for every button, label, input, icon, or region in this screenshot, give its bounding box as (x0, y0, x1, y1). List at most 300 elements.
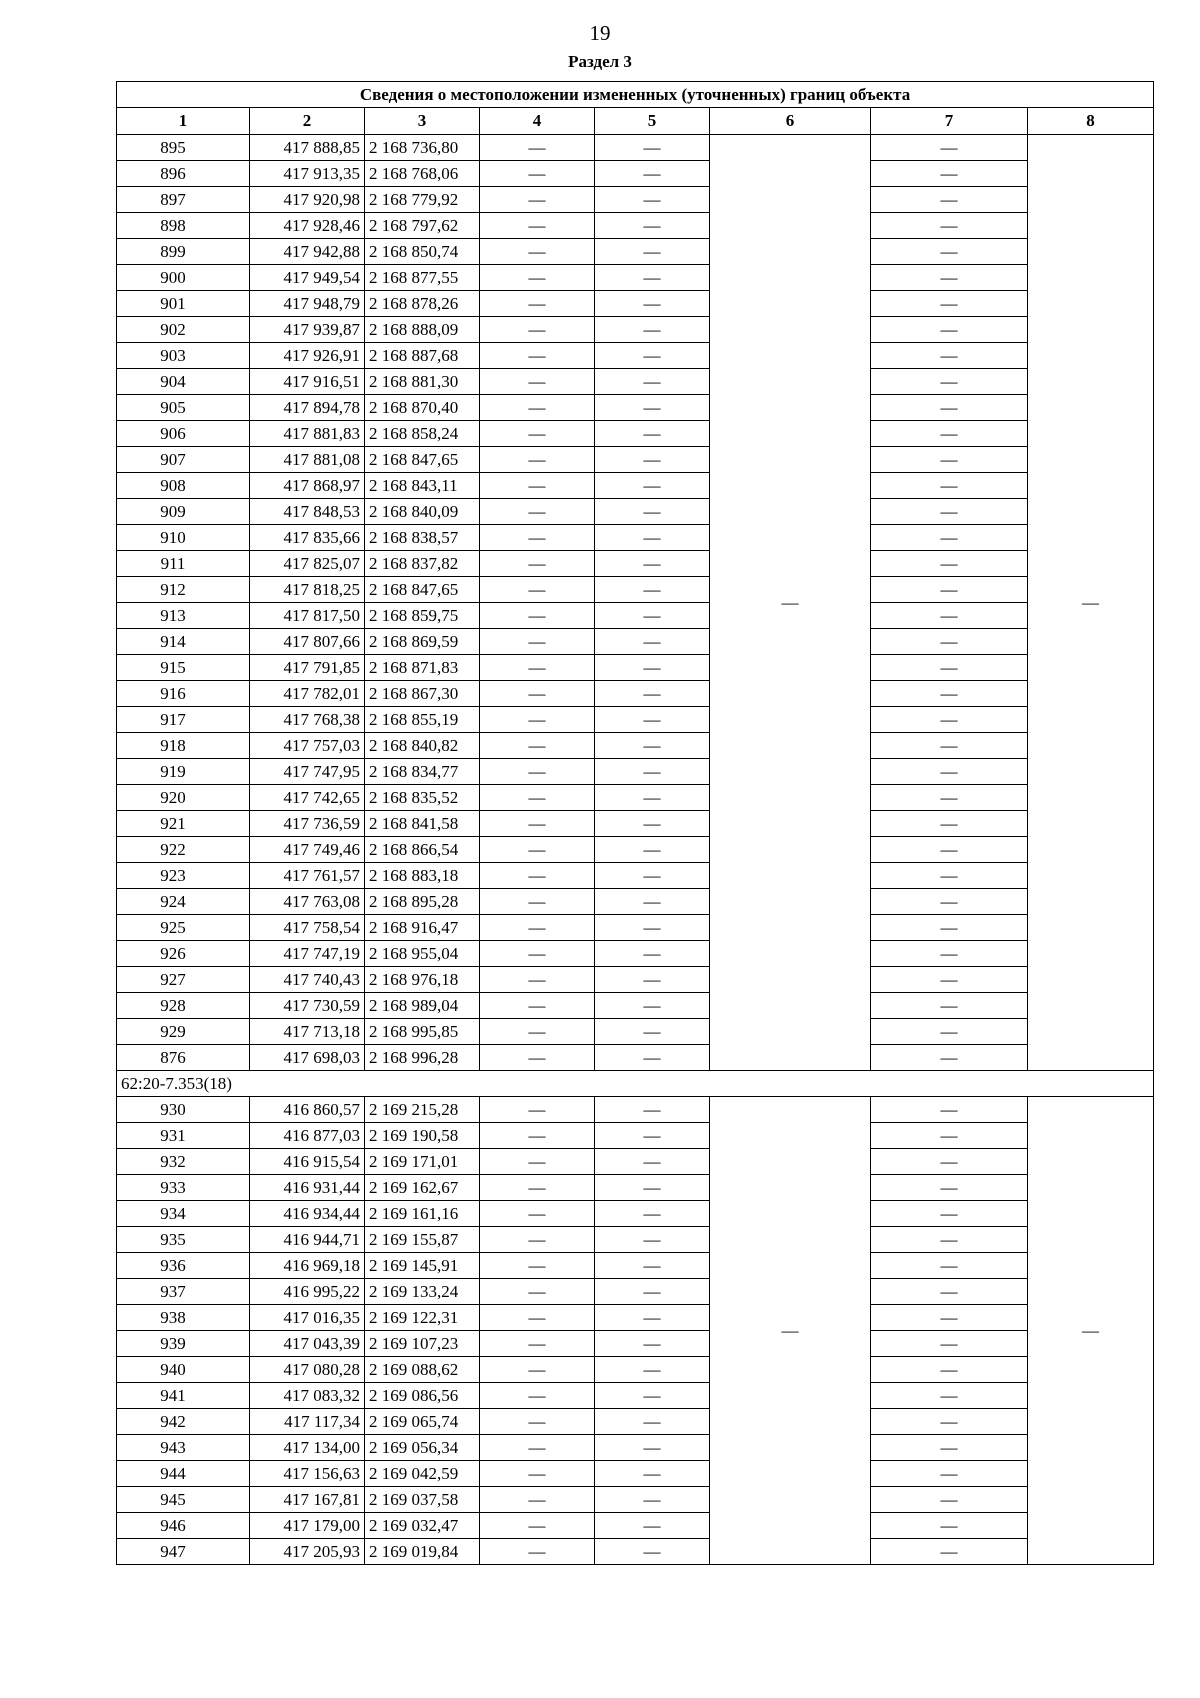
x-coordinate-cell: 417 825,07 (250, 551, 365, 577)
x-coordinate-cell: 417 043,39 (250, 1331, 365, 1357)
point-number-cell: 920 (117, 785, 250, 811)
column-5-dash-cell: — (595, 1331, 710, 1357)
table-row (117, 837, 1154, 863)
column-4-dash-cell: — (480, 863, 595, 889)
column-7-dash-cell: — (871, 1149, 1028, 1175)
table-row (117, 473, 1154, 499)
x-coordinate-cell: 416 969,18 (250, 1253, 365, 1279)
y-coordinate-cell: 2 168 779,92 (365, 187, 480, 213)
column-5-dash-cell: — (595, 629, 710, 655)
y-coordinate-cell: 2 168 797,62 (365, 213, 480, 239)
point-number-cell: 946 (117, 1513, 250, 1539)
column-5-dash-cell: — (595, 1227, 710, 1253)
column-4-dash-cell: — (480, 265, 595, 291)
point-number-cell: 911 (117, 551, 250, 577)
y-coordinate-cell: 2 168 995,85 (365, 1019, 480, 1045)
column-5-dash-cell: — (595, 395, 710, 421)
column-5-dash-cell: — (595, 915, 710, 941)
x-coordinate-cell: 417 868,97 (250, 473, 365, 499)
x-coordinate-cell: 417 080,28 (250, 1357, 365, 1383)
point-group-1 (117, 135, 1154, 1071)
x-coordinate-cell: 417 768,38 (250, 707, 365, 733)
x-coordinate-cell: 417 179,00 (250, 1513, 365, 1539)
y-coordinate-cell: 2 169 190,58 (365, 1123, 480, 1149)
column-4-dash-cell: — (480, 1045, 595, 1071)
column-6-merged-dash-cell: — (710, 135, 871, 1071)
table-row (117, 447, 1154, 473)
x-coordinate-cell: 417 117,34 (250, 1409, 365, 1435)
table-row (117, 733, 1154, 759)
table-row (117, 1019, 1154, 1045)
column-7-dash-cell: — (871, 603, 1028, 629)
column-4-dash-cell: — (480, 421, 595, 447)
column-4-dash-cell: — (480, 1539, 595, 1565)
y-coordinate-cell: 2 168 834,77 (365, 759, 480, 785)
x-coordinate-cell: 417 742,65 (250, 785, 365, 811)
x-coordinate-cell: 417 747,19 (250, 941, 365, 967)
column-4-dash-cell: — (480, 473, 595, 499)
column-7-dash-cell: — (871, 1279, 1028, 1305)
table-row (117, 1383, 1154, 1409)
table-row (117, 603, 1154, 629)
table-row (117, 525, 1154, 551)
column-number-6: 6 (710, 108, 871, 135)
column-5-dash-cell: — (595, 187, 710, 213)
y-coordinate-cell: 2 169 088,62 (365, 1357, 480, 1383)
column-7-dash-cell: — (871, 317, 1028, 343)
x-coordinate-cell: 417 083,32 (250, 1383, 365, 1409)
column-7-dash-cell: — (871, 499, 1028, 525)
column-5-dash-cell: — (595, 1409, 710, 1435)
point-number-cell: 938 (117, 1305, 250, 1331)
column-4-dash-cell: — (480, 1149, 595, 1175)
y-coordinate-cell: 2 169 133,24 (365, 1279, 480, 1305)
column-7-dash-cell: — (871, 291, 1028, 317)
column-5-dash-cell: — (595, 681, 710, 707)
table-row (117, 1513, 1154, 1539)
point-number-cell: 947 (117, 1539, 250, 1565)
point-number-cell: 944 (117, 1461, 250, 1487)
column-7-dash-cell: — (871, 161, 1028, 187)
point-number-cell: 930 (117, 1097, 250, 1123)
x-coordinate-cell: 417 757,03 (250, 733, 365, 759)
column-5-dash-cell: — (595, 993, 710, 1019)
boundary-coordinates-table (116, 81, 1154, 1565)
table-row (117, 1539, 1154, 1565)
table-row (117, 941, 1154, 967)
table-row (117, 785, 1154, 811)
point-number-cell: 909 (117, 499, 250, 525)
column-4-dash-cell: — (480, 1253, 595, 1279)
point-number-cell: 914 (117, 629, 250, 655)
table-row (117, 421, 1154, 447)
column-4-dash-cell: — (480, 187, 595, 213)
column-4-dash-cell: — (480, 811, 595, 837)
y-coordinate-cell: 2 168 768,06 (365, 161, 480, 187)
column-5-dash-cell: — (595, 1201, 710, 1227)
y-coordinate-cell: 2 169 042,59 (365, 1461, 480, 1487)
point-group-2 (117, 1097, 1154, 1565)
column-7-dash-cell: — (871, 837, 1028, 863)
column-7-dash-cell: — (871, 525, 1028, 551)
column-5-dash-cell: — (595, 603, 710, 629)
x-coordinate-cell: 416 877,03 (250, 1123, 365, 1149)
x-coordinate-cell: 417 205,93 (250, 1539, 365, 1565)
y-coordinate-cell: 2 168 883,18 (365, 863, 480, 889)
x-coordinate-cell: 417 817,50 (250, 603, 365, 629)
column-5-dash-cell: — (595, 1097, 710, 1123)
column-7-dash-cell: — (871, 655, 1028, 681)
column-5-dash-cell: — (595, 343, 710, 369)
table-row (117, 863, 1154, 889)
x-coordinate-cell: 417 730,59 (250, 993, 365, 1019)
column-7-dash-cell: — (871, 1097, 1028, 1123)
table-row (117, 1409, 1154, 1435)
x-coordinate-cell: 417 156,63 (250, 1461, 365, 1487)
table-row (117, 1175, 1154, 1201)
column-5-dash-cell: — (595, 1305, 710, 1331)
column-5-dash-cell: — (595, 525, 710, 551)
column-7-dash-cell: — (871, 213, 1028, 239)
point-number-cell: 926 (117, 941, 250, 967)
column-4-dash-cell: — (480, 1227, 595, 1253)
x-coordinate-cell: 416 944,71 (250, 1227, 365, 1253)
y-coordinate-cell: 2 169 215,28 (365, 1097, 480, 1123)
column-4-dash-cell: — (480, 447, 595, 473)
column-5-dash-cell: — (595, 1123, 710, 1149)
table-row (117, 1487, 1154, 1513)
point-number-cell: 931 (117, 1123, 250, 1149)
y-coordinate-cell: 2 168 858,24 (365, 421, 480, 447)
column-8-merged-dash-cell: — (1028, 135, 1154, 1071)
column-4-dash-cell: — (480, 1019, 595, 1045)
column-7-dash-cell: — (871, 187, 1028, 213)
x-coordinate-cell: 417 916,51 (250, 369, 365, 395)
column-7-dash-cell: — (871, 1175, 1028, 1201)
x-coordinate-cell: 417 888,85 (250, 135, 365, 161)
x-coordinate-cell: 417 926,91 (250, 343, 365, 369)
table-row (117, 1279, 1154, 1305)
point-number-cell: 906 (117, 421, 250, 447)
x-coordinate-cell: 417 835,66 (250, 525, 365, 551)
column-7-dash-cell: — (871, 1045, 1028, 1071)
column-7-dash-cell: — (871, 707, 1028, 733)
y-coordinate-cell: 2 169 122,31 (365, 1305, 480, 1331)
column-4-dash-cell: — (480, 1435, 595, 1461)
column-4-dash-cell: — (480, 577, 595, 603)
column-5-dash-cell: — (595, 1539, 710, 1565)
column-5-dash-cell: — (595, 1357, 710, 1383)
column-5-dash-cell: — (595, 317, 710, 343)
table-row (117, 395, 1154, 421)
y-coordinate-cell: 2 168 916,47 (365, 915, 480, 941)
column-7-dash-cell: — (871, 733, 1028, 759)
page-number: 19 (589, 21, 611, 45)
column-5-dash-cell: — (595, 1253, 710, 1279)
point-number-cell: 918 (117, 733, 250, 759)
point-number-cell: 904 (117, 369, 250, 395)
column-7-dash-cell: — (871, 447, 1028, 473)
x-coordinate-cell: 417 761,57 (250, 863, 365, 889)
y-coordinate-cell: 2 168 869,59 (365, 629, 480, 655)
y-coordinate-cell: 2 168 881,30 (365, 369, 480, 395)
column-4-dash-cell: — (480, 603, 595, 629)
column-7-dash-cell: — (871, 395, 1028, 421)
x-coordinate-cell: 417 698,03 (250, 1045, 365, 1071)
y-coordinate-cell: 2 169 056,34 (365, 1435, 480, 1461)
column-number-2: 2 (250, 108, 365, 135)
y-coordinate-cell: 2 168 877,55 (365, 265, 480, 291)
point-number-cell: 902 (117, 317, 250, 343)
x-coordinate-cell: 417 942,88 (250, 239, 365, 265)
y-coordinate-cell: 2 168 859,75 (365, 603, 480, 629)
table-row (117, 369, 1154, 395)
point-number-cell: 908 (117, 473, 250, 499)
point-number-cell: 876 (117, 1045, 250, 1071)
x-coordinate-cell: 417 913,35 (250, 161, 365, 187)
y-coordinate-cell: 2 168 835,52 (365, 785, 480, 811)
point-number-cell: 936 (117, 1253, 250, 1279)
column-4-dash-cell: — (480, 317, 595, 343)
column-7-dash-cell: — (871, 889, 1028, 915)
column-7-dash-cell: — (871, 1201, 1028, 1227)
column-5-dash-cell: — (595, 837, 710, 863)
y-coordinate-cell: 2 169 161,16 (365, 1201, 480, 1227)
x-coordinate-cell: 417 807,66 (250, 629, 365, 655)
column-5-dash-cell: — (595, 733, 710, 759)
column-4-dash-cell: — (480, 759, 595, 785)
x-coordinate-cell: 417 749,46 (250, 837, 365, 863)
y-coordinate-cell: 2 168 841,58 (365, 811, 480, 837)
column-4-dash-cell: — (480, 1201, 595, 1227)
point-number-cell: 915 (117, 655, 250, 681)
table-row (117, 213, 1154, 239)
table-row (117, 1045, 1154, 1071)
column-5-dash-cell: — (595, 655, 710, 681)
column-5-dash-cell: — (595, 1045, 710, 1071)
point-number-cell: 905 (117, 395, 250, 421)
y-coordinate-cell: 2 168 847,65 (365, 577, 480, 603)
x-coordinate-cell: 417 016,35 (250, 1305, 365, 1331)
y-coordinate-cell: 2 168 843,11 (365, 473, 480, 499)
point-number-cell: 927 (117, 967, 250, 993)
column-7-dash-cell: — (871, 941, 1028, 967)
y-coordinate-cell: 2 168 870,40 (365, 395, 480, 421)
column-4-dash-cell: — (480, 681, 595, 707)
x-coordinate-cell: 417 894,78 (250, 395, 365, 421)
column-7-dash-cell: — (871, 1227, 1028, 1253)
table-row (117, 1253, 1154, 1279)
table-row (117, 1149, 1154, 1175)
column-4-dash-cell: — (480, 1123, 595, 1149)
column-7-dash-cell: — (871, 681, 1028, 707)
x-coordinate-cell: 417 949,54 (250, 265, 365, 291)
column-7-dash-cell: — (871, 759, 1028, 785)
point-number-cell: 907 (117, 447, 250, 473)
point-number-cell: 922 (117, 837, 250, 863)
column-5-dash-cell: — (595, 759, 710, 785)
column-7-dash-cell: — (871, 863, 1028, 889)
y-coordinate-cell: 2 169 019,84 (365, 1539, 480, 1565)
point-number-cell: 928 (117, 993, 250, 1019)
column-5-dash-cell: — (595, 1279, 710, 1305)
x-coordinate-cell: 417 134,00 (250, 1435, 365, 1461)
table-caption: Сведения о местоположении измененных (уточненных) границ объекта (117, 82, 1154, 108)
point-number-cell: 899 (117, 239, 250, 265)
column-4-dash-cell: — (480, 213, 595, 239)
column-4-dash-cell: — (480, 993, 595, 1019)
column-4-dash-cell: — (480, 525, 595, 551)
column-7-dash-cell: — (871, 473, 1028, 499)
column-5-dash-cell: — (595, 941, 710, 967)
x-coordinate-cell: 416 995,22 (250, 1279, 365, 1305)
column-5-dash-cell: — (595, 421, 710, 447)
point-number-cell: 945 (117, 1487, 250, 1513)
column-7-dash-cell: — (871, 265, 1028, 291)
point-number-cell: 913 (117, 603, 250, 629)
x-coordinate-cell: 417 920,98 (250, 187, 365, 213)
point-number-cell: 925 (117, 915, 250, 941)
column-8-merged-dash-cell: — (1028, 1097, 1154, 1565)
column-5-dash-cell: — (595, 1019, 710, 1045)
table-row (117, 551, 1154, 577)
column-7-dash-cell: — (871, 551, 1028, 577)
x-coordinate-cell: 417 782,01 (250, 681, 365, 707)
x-coordinate-cell: 417 740,43 (250, 967, 365, 993)
y-coordinate-cell: 2 168 895,28 (365, 889, 480, 915)
point-number-cell: 919 (117, 759, 250, 785)
x-coordinate-cell: 417 881,83 (250, 421, 365, 447)
x-coordinate-cell: 416 860,57 (250, 1097, 365, 1123)
column-4-dash-cell: — (480, 1461, 595, 1487)
x-coordinate-cell: 417 763,08 (250, 889, 365, 915)
point-number-cell: 896 (117, 161, 250, 187)
column-7-dash-cell: — (871, 343, 1028, 369)
column-5-dash-cell: — (595, 785, 710, 811)
column-4-dash-cell: — (480, 837, 595, 863)
column-number-1: 1 (117, 108, 250, 135)
column-4-dash-cell: — (480, 1513, 595, 1539)
column-7-dash-cell: — (871, 369, 1028, 395)
column-4-dash-cell: — (480, 967, 595, 993)
point-number-cell: 923 (117, 863, 250, 889)
y-coordinate-cell: 2 169 155,87 (365, 1227, 480, 1253)
column-7-dash-cell: — (871, 1409, 1028, 1435)
table-row (117, 655, 1154, 681)
table-row (117, 1227, 1154, 1253)
table-row (117, 499, 1154, 525)
y-coordinate-cell: 2 168 871,83 (365, 655, 480, 681)
column-4-dash-cell: — (480, 551, 595, 577)
column-4-dash-cell: — (480, 161, 595, 187)
column-number-7: 7 (871, 108, 1028, 135)
point-number-cell: 912 (117, 577, 250, 603)
point-number-cell: 921 (117, 811, 250, 837)
table-row (117, 811, 1154, 837)
column-5-dash-cell: — (595, 291, 710, 317)
y-coordinate-cell: 2 169 145,91 (365, 1253, 480, 1279)
column-7-dash-cell: — (871, 1305, 1028, 1331)
column-5-dash-cell: — (595, 473, 710, 499)
column-4-dash-cell: — (480, 889, 595, 915)
column-5-dash-cell: — (595, 499, 710, 525)
group-separator (117, 1071, 1154, 1097)
y-coordinate-cell: 2 168 736,80 (365, 135, 480, 161)
point-number-cell: 939 (117, 1331, 250, 1357)
column-7-dash-cell: — (871, 967, 1028, 993)
y-coordinate-cell: 2 168 838,57 (365, 525, 480, 551)
column-4-dash-cell: — (480, 343, 595, 369)
table-row (117, 317, 1154, 343)
point-number-cell: 900 (117, 265, 250, 291)
column-4-dash-cell: — (480, 1331, 595, 1357)
column-5-dash-cell: — (595, 1461, 710, 1487)
column-7-dash-cell: — (871, 1513, 1028, 1539)
point-number-cell: 895 (117, 135, 250, 161)
column-number-8: 8 (1028, 108, 1154, 135)
column-7-dash-cell: — (871, 421, 1028, 447)
table-row (117, 967, 1154, 993)
column-7-dash-cell: — (871, 785, 1028, 811)
table-row (117, 1097, 1154, 1123)
point-number-cell: 937 (117, 1279, 250, 1305)
column-4-dash-cell: — (480, 1279, 595, 1305)
column-4-dash-cell: — (480, 1305, 595, 1331)
table-row (117, 1435, 1154, 1461)
column-7-dash-cell: — (871, 1487, 1028, 1513)
column-7-dash-cell: — (871, 135, 1028, 161)
column-5-dash-cell: — (595, 1149, 710, 1175)
column-5-dash-cell: — (595, 161, 710, 187)
column-5-dash-cell: — (595, 1383, 710, 1409)
column-5-dash-cell: — (595, 447, 710, 473)
x-coordinate-cell: 417 713,18 (250, 1019, 365, 1045)
y-coordinate-cell: 2 168 996,28 (365, 1045, 480, 1071)
column-5-dash-cell: — (595, 1513, 710, 1539)
column-7-dash-cell: — (871, 1461, 1028, 1487)
column-7-dash-cell: — (871, 1357, 1028, 1383)
column-4-dash-cell: — (480, 499, 595, 525)
x-coordinate-cell: 417 167,81 (250, 1487, 365, 1513)
column-4-dash-cell: — (480, 135, 595, 161)
column-7-dash-cell: — (871, 1435, 1028, 1461)
table-row (117, 135, 1154, 161)
point-number-cell: 929 (117, 1019, 250, 1045)
x-coordinate-cell: 417 758,54 (250, 915, 365, 941)
column-5-dash-cell: — (595, 1487, 710, 1513)
point-number-cell: 901 (117, 291, 250, 317)
parcel-group-label: 62:20-7.353(18) (117, 1071, 1154, 1097)
point-number-cell: 935 (117, 1227, 250, 1253)
column-7-dash-cell: — (871, 993, 1028, 1019)
column-7-dash-cell: — (871, 1253, 1028, 1279)
column-7-dash-cell: — (871, 915, 1028, 941)
point-number-cell: 933 (117, 1175, 250, 1201)
y-coordinate-cell: 2 169 171,01 (365, 1149, 480, 1175)
point-number-cell: 916 (117, 681, 250, 707)
column-5-dash-cell: — (595, 1435, 710, 1461)
table-row (117, 629, 1154, 655)
point-number-cell: 897 (117, 187, 250, 213)
table-row (117, 1201, 1154, 1227)
y-coordinate-cell: 2 168 866,54 (365, 837, 480, 863)
column-4-dash-cell: — (480, 1409, 595, 1435)
y-coordinate-cell: 2 168 850,74 (365, 239, 480, 265)
point-number-cell: 917 (117, 707, 250, 733)
column-7-dash-cell: — (871, 1331, 1028, 1357)
y-coordinate-cell: 2 168 855,19 (365, 707, 480, 733)
column-4-dash-cell: — (480, 707, 595, 733)
